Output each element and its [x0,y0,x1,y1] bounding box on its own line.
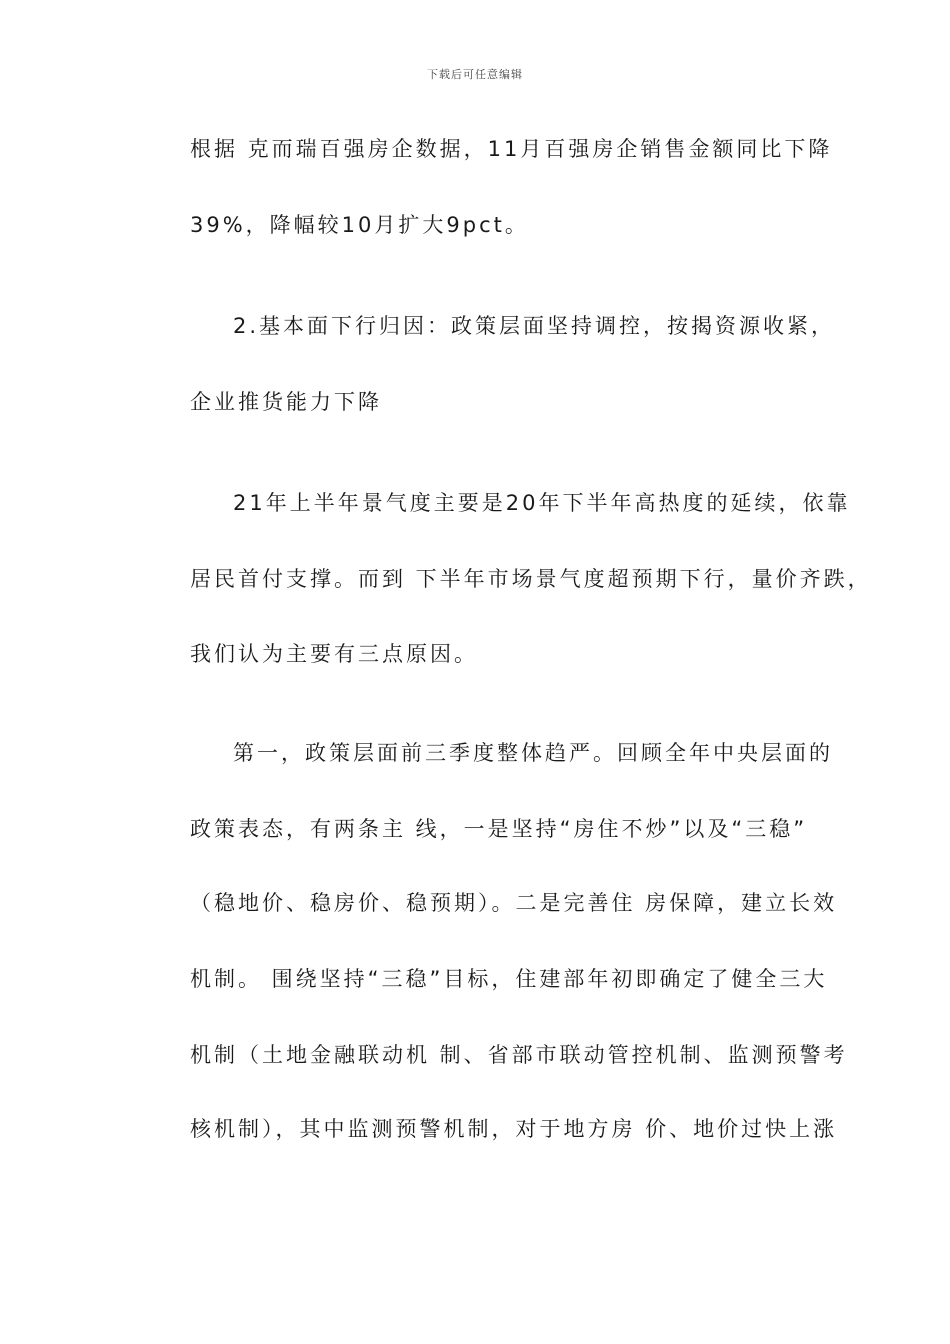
paragraph-3-line-3: 我们认为主要有三点原因。 [190,642,478,666]
paragraph-3-line-2: 居民首付支撑。而到 下半年市场景气度超预期下行，量价齐跌， [190,567,872,591]
paragraph-4-line-2: 政策表态，有两条主 线，一是坚持“房住不炒”以及“三稳” [190,817,808,841]
paragraph-4-line-1: 第一，政策层面前三季度整体趋严。回顾全年中央层面的 [233,741,833,765]
paragraph-3-line-1: 21年上半年景气度主要是20年下半年高热度的延续，依靠 [233,491,851,515]
paragraph-2-line-1: 2.基本面下行归因：政策层面坚持调控，按揭资源收紧， [233,314,836,338]
page-header: 下载后可任意编辑 [427,68,523,81]
paragraph-4-line-3: （稳地价、稳房价、稳预期）。二是完善住 房保障，建立长效 [190,891,838,915]
paragraph-4-line-6: 核机制），其中监测预警机制，对于地方房 价、地价过快上涨 [190,1117,838,1141]
paragraph-1-line-1: 根据 克而瑞百强房企数据，11月百强房企销售金额同比下降 [190,137,833,161]
paragraph-4-line-5: 机制（土地金融联动机 制、省部市联动管控机制、监测预警考 [190,1043,848,1067]
paragraph-1-line-2: 39%，降幅较10月扩大9pct。 [190,213,529,237]
paragraph-4-line-4: 机制。 围绕坚持“三稳”目标，住建部年初即确定了健全三大 [190,967,828,991]
paragraph-2-line-2: 企业推货能力下降 [190,390,382,414]
